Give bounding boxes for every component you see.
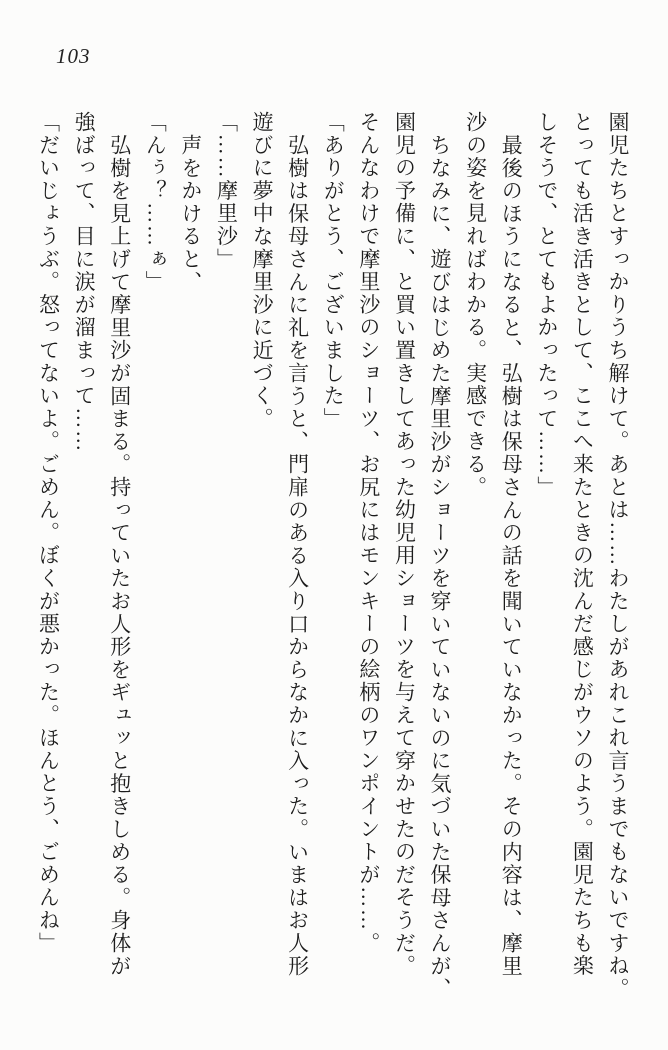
vertical-text-block [30,111,635,1026]
text-line: しそうで、とてもよかったって……」 [534,111,559,499]
text-line: 最後のほうになると、弘樹は保母さんの話を聞いていなかった。その内容は、摩里 [499,134,524,978]
text-line: そんなわけで摩里沙のショーツ、お尻にはモンキーの絵柄のワンポイントが……。 [356,111,381,955]
text-line: ちなみに、遊びはじめた摩里沙がショーツを穿いていないのに気づいた保母さんが、 [428,134,453,1001]
text-line: 園児たちとすっかりうち解けて。あとは……わたしがあれこれ言うまでもないですね。 [606,111,630,1001]
text-line: 沙の姿を見ればわかる。実感できる。 [463,111,488,499]
text-line: 「んぅ？……ぁ」 [143,111,168,294]
text-line: 「……摩里沙」 [214,111,239,271]
page-number: 103 [56,44,91,68]
text-line: 弘樹を見上げて摩里沙が固まる。持っていたお人形をギュッと抱きしめる。身体が [107,134,132,978]
text-line: 遊びに夢中な摩里沙に近づく。 [250,111,275,431]
text-line: 「ありがとう、ございました」 [321,111,346,431]
text-line: とっても活き活きとして、ここへ来たときの沈んだ感じがウソのよう。園児たちも楽 [570,111,595,978]
text-line: 園児の予備に、と買い置きしてあった幼児用ショーツを与えて穿かせたのだそうだ。 [392,111,417,978]
text-line: 弘樹は保母さんに礼を言うと、門扉のある入り口からなかに入った。いまはお人形 [285,134,310,978]
text-line: 声をかけると、 [178,134,203,294]
text-line: 強ばって、目に涙が溜まって…… [72,111,97,453]
text-line: 「だいじょうぶ。怒ってないよ。ごめん。ぼくが悪かった。ほんとう、ごめんね」 [36,111,61,955]
